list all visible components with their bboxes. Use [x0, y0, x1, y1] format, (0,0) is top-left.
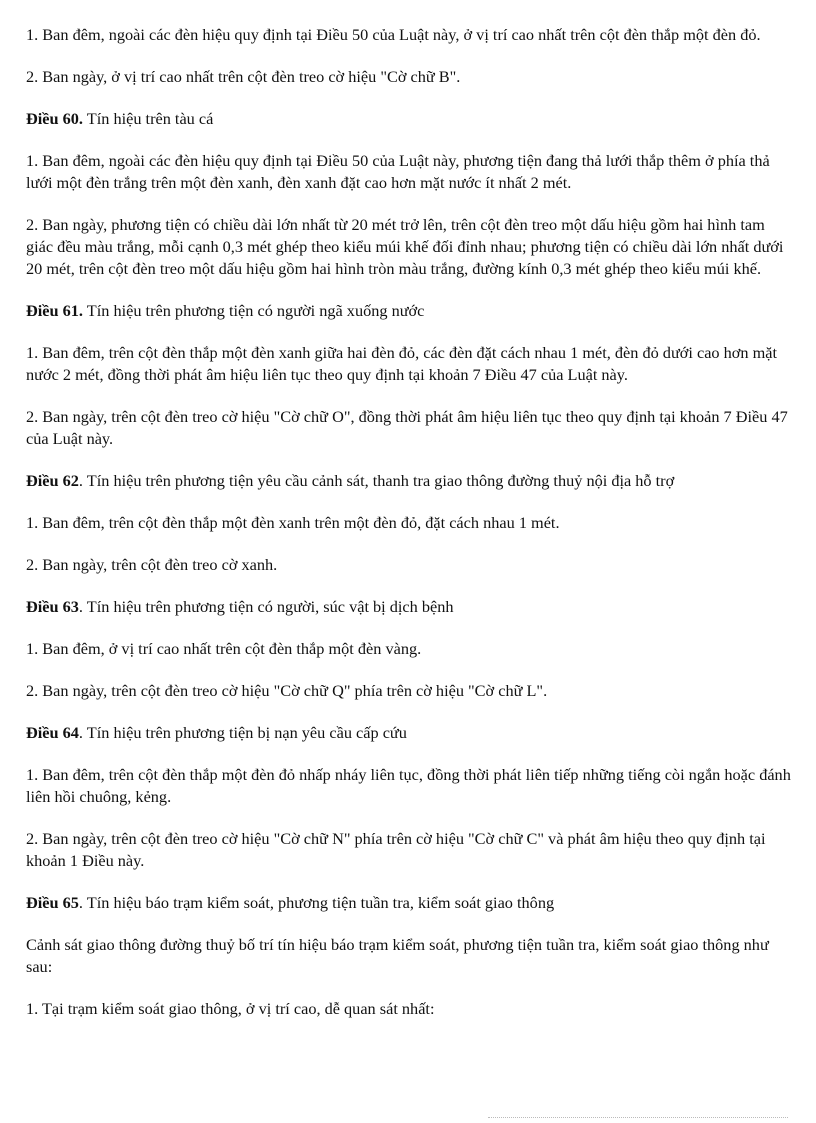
article-number: Điều 64	[26, 723, 79, 742]
article-number: Điều 62	[26, 471, 79, 490]
document-page	[26, 24, 794, 1040]
paragraph: 2. Ban ngày, trên cột đèn treo cờ hiệu "Cờ chữ N" phía trên cờ hiệu "Cờ chữ C" và phát âm hiệu theo quy định tại khoản 1 Điều này.	[26, 829, 766, 870]
article-heading-64	[26, 722, 794, 744]
paragraph: 1. Ban đêm, ngoài các đèn hiệu quy định tại Điều 50 của Luật này, ở vị trí cao nhất trên cột đèn thắp một đèn đỏ.	[26, 25, 761, 44]
paragraph: Cảnh sát giao thông đường thuỷ bố trí tín hiệu báo trạm kiểm soát, phương tiện tuần tra, kiểm soát giao thông như sau:	[26, 935, 769, 976]
article-number: Điều 65	[26, 893, 79, 912]
paragraph: 1. Ban đêm, ở vị trí cao nhất trên cột đèn thắp một đèn vàng.	[26, 639, 422, 658]
article-number: Điều 60.	[26, 109, 83, 128]
paragraph: 1. Ban đêm, trên cột đèn thắp một đèn xanh trên một đèn đỏ, đặt cách nhau 1 mét.	[26, 513, 560, 532]
article-title: Tín hiệu trên phương tiện có người ngã xuống nước	[82, 301, 425, 320]
article-title: . Tín hiệu báo trạm kiểm soát, phương tiện tuần tra, kiểm soát giao thông	[78, 893, 555, 912]
paragraph: 1. Tại trạm kiểm soát giao thông, ở vị trí cao, dễ quan sát nhất:	[26, 999, 435, 1018]
paragraph: 1. Ban đêm, ngoài các đèn hiệu quy định tại Điều 50 của Luật này, phương tiện đang thả lưới thắp thêm ở phía thả lưới một đèn trắng trên một đèn xanh, đèn xanh đặt cao hơn mặt nước ít nhất 2 mét.	[26, 151, 770, 192]
article-number: Điều 63	[26, 597, 79, 616]
article-heading-61	[26, 300, 794, 322]
article-heading-60	[26, 108, 794, 130]
article-title: Tín hiệu trên tàu cá	[82, 109, 214, 128]
article-heading-62	[26, 470, 794, 492]
paragraph: 2. Ban ngày, trên cột đèn treo cờ hiệu "Cờ chữ Q" phía trên cờ hiệu "Cờ chữ L".	[26, 681, 548, 700]
paragraph: 1. Ban đêm, trên cột đèn thắp một đèn đỏ nhấp nháy liên tục, đồng thời phát liên tiếp những tiếng còi ngắn hoặc đánh liên hồi chuông, kẻng.	[26, 765, 791, 806]
paragraph: 2. Ban ngày, trên cột đèn treo cờ xanh.	[26, 555, 278, 574]
paragraph: 2. Ban ngày, phương tiện có chiều dài lớn nhất từ 20 mét trở lên, trên cột đèn treo một dấu hiệu gồm hai hình tam giác đều màu trắng, mỗi cạnh 0,3 mét ghép theo kiểu múi khế đối đỉnh nhau; phương tiện có chiều dài lớn nhất dưới 20 mét, trên cột đèn treo một dấu hiệu gồm hai hình tròn màu trắng, đường kính 0,3 mét ghép theo kiểu múi khế.	[26, 215, 784, 278]
dotted-divider	[488, 1117, 788, 1118]
paragraph: 2. Ban ngày, trên cột đèn treo cờ hiệu "Cờ chữ O", đồng thời phát âm hiệu liên tục theo quy định tại khoản 7 Điều 47 của Luật này.	[26, 407, 788, 448]
article-number: Điều 61.	[26, 301, 83, 320]
paragraph: 2. Ban ngày, ở vị trí cao nhất trên cột đèn treo cờ hiệu "Cờ chữ B".	[26, 67, 461, 86]
article-heading-63	[26, 596, 794, 618]
article-title: . Tín hiệu trên phương tiện bị nạn yêu cầu cấp cứu	[78, 723, 407, 742]
article-heading-65	[26, 892, 794, 914]
article-title: . Tín hiệu trên phương tiện có người, súc vật bị dịch bệnh	[78, 597, 454, 616]
paragraph: 1. Ban đêm, trên cột đèn thắp một đèn xanh giữa hai đèn đỏ, các đèn đặt cách nhau 1 mét, đèn đỏ dưới cao hơn mặt nước 2 mét, đồng thời phát âm hiệu liên tục theo quy định tại khoản 7 Điều 47 của Luật này.	[26, 343, 778, 384]
article-title: . Tín hiệu trên phương tiện yêu cầu cảnh sát, thanh tra giao thông đường thuỷ nội địa hỗ trợ	[78, 471, 675, 490]
